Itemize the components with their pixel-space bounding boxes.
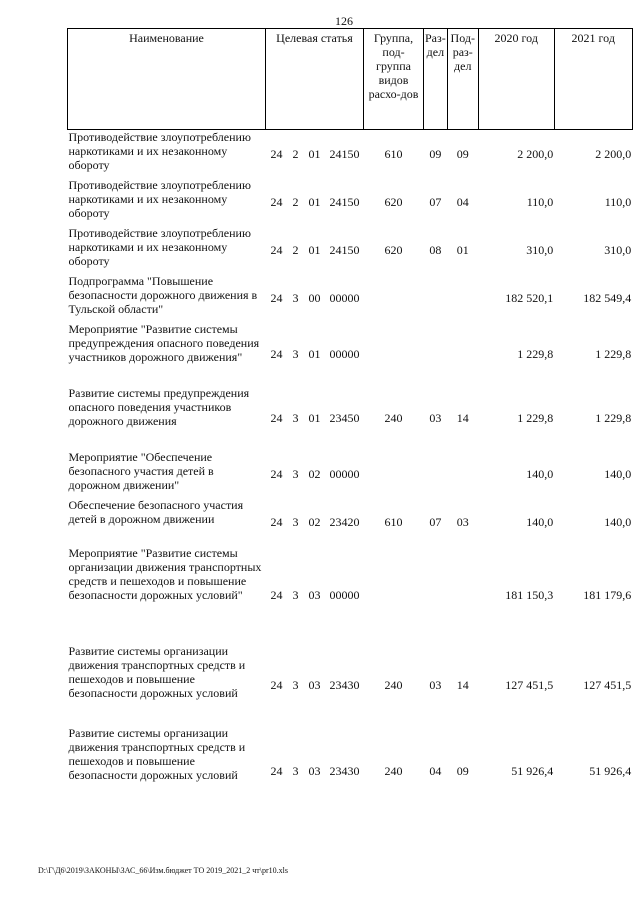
cell-y2020: 2 200,0 xyxy=(517,146,554,161)
cell-y2021: 140,0 xyxy=(604,514,632,529)
cell-y2020: 127 451,5 xyxy=(505,677,554,692)
cell-c1: 24 xyxy=(270,242,283,257)
cell-group: 240 xyxy=(384,677,403,692)
cell-c4: 24150 xyxy=(329,146,360,161)
cell-section: 04 xyxy=(429,763,442,778)
cell-y2021: 110,0 xyxy=(604,194,632,209)
budget-table xyxy=(67,28,633,816)
cell-name: Противодействие злоупотреблению наркотиками и их незаконному обороту xyxy=(68,130,251,172)
cell-c1: 24 xyxy=(270,346,283,361)
cell-c1: 24 xyxy=(270,466,283,481)
cell-y2020: 140,0 xyxy=(526,466,554,481)
header-2021: 2021 год xyxy=(554,29,632,130)
cell-c2: 3 xyxy=(292,410,299,425)
cell-name: Развитие системы организации движения транспортных средств и пешеходов и повышение безопасности дорожных условий xyxy=(68,725,246,782)
cell-c1: 24 xyxy=(270,514,283,529)
cell-y2021: 2 200,0 xyxy=(595,146,632,161)
cell-name: Мероприятие "Развитие системы предупреждения опасного поведения участников дорожного движения" xyxy=(68,321,260,364)
cell-c4: 23420 xyxy=(329,514,360,529)
cell-y2021: 140,0 xyxy=(604,466,632,481)
cell-c3: 03 xyxy=(308,677,321,692)
cell-y2021: 127 451,5 xyxy=(583,677,632,692)
cell-group xyxy=(364,450,424,498)
cell-name: Мероприятие "Обеспечение безопасного участия детей в дорожном движении" xyxy=(68,449,214,492)
cell-group: 610 xyxy=(384,514,403,529)
cell-y2020: 1 229,8 xyxy=(517,346,554,361)
cell-c1: 24 xyxy=(270,146,283,161)
cell-c3: 01 xyxy=(308,410,321,425)
table-row xyxy=(68,644,633,726)
table-row xyxy=(68,178,633,226)
cell-group: 240 xyxy=(384,763,403,778)
file-path-footer: D:\Г\Д6\2019\ЗАКОНЫ\ЗАС_66\Изм.бюджет ТО 2019_2021_2 чт\pr10.xls xyxy=(38,866,288,875)
cell-subsection xyxy=(447,322,478,386)
cell-c1: 24 xyxy=(270,290,283,305)
cell-c3: 00 xyxy=(308,290,321,305)
cell-c3: 02 xyxy=(308,514,321,529)
cell-section: 08 xyxy=(429,242,442,257)
cell-group xyxy=(364,322,424,386)
table-row xyxy=(68,130,633,178)
cell-y2020: 140,0 xyxy=(526,514,554,529)
cell-c2: 3 xyxy=(292,763,299,778)
cell-section: 09 xyxy=(429,146,442,161)
cell-c4: 00000 xyxy=(329,466,360,481)
cell-y2020: 1 229,8 xyxy=(517,410,554,425)
cell-section xyxy=(424,274,448,322)
cell-group xyxy=(364,546,424,644)
cell-c1: 24 xyxy=(270,194,283,209)
cell-c3: 01 xyxy=(308,346,321,361)
cell-c2: 3 xyxy=(292,514,299,529)
page-number: 126 xyxy=(335,14,353,28)
cell-y2020: 310,0 xyxy=(526,242,554,257)
header-group: Группа, под-группа видов расхо-дов xyxy=(364,29,424,130)
cell-c2: 3 xyxy=(292,346,299,361)
header-target: Целевая статья xyxy=(266,29,364,130)
cell-group: 240 xyxy=(384,410,403,425)
cell-group xyxy=(364,274,424,322)
header-row xyxy=(68,29,633,130)
cell-c2: 3 xyxy=(292,587,299,602)
cell-c1: 24 xyxy=(270,677,283,692)
cell-c2: 3 xyxy=(292,290,299,305)
cell-name: Противодействие злоупотреблению наркотиками и их незаконному обороту xyxy=(68,177,251,220)
cell-c2: 3 xyxy=(292,466,299,481)
table-row xyxy=(68,450,633,498)
cell-name: Развитие системы организации движения транспортных средств и пешеходов и повышение безопасности дорожных условий xyxy=(68,643,246,700)
cell-name: Мероприятие "Развитие системы организации движения транспортных средств и пешеходов и повышение безопасности дорожных условий" xyxy=(68,545,262,602)
cell-y2021: 1 229,8 xyxy=(595,346,632,361)
cell-c4: 24150 xyxy=(329,242,360,257)
cell-section xyxy=(424,546,448,644)
cell-y2020: 51 926,4 xyxy=(511,763,554,778)
cell-group: 610 xyxy=(384,146,403,161)
cell-y2021: 310,0 xyxy=(604,242,632,257)
table-row xyxy=(68,386,633,450)
cell-section xyxy=(424,322,448,386)
cell-y2020: 181 150,3 xyxy=(505,587,554,602)
cell-y2021: 182 549,4 xyxy=(583,290,632,305)
table-row xyxy=(68,226,633,274)
cell-name: Развитие системы предупреждения опасного поведения участников дорожного движения xyxy=(68,385,250,428)
table-row xyxy=(68,322,633,386)
table-row xyxy=(68,274,633,322)
cell-subsection: 14 xyxy=(456,410,469,425)
cell-subsection: 14 xyxy=(456,677,469,692)
cell-subsection xyxy=(447,274,478,322)
cell-c4: 00000 xyxy=(329,290,360,305)
cell-y2021: 51 926,4 xyxy=(589,763,632,778)
header-2020: 2020 год xyxy=(478,29,554,130)
cell-c3: 01 xyxy=(308,242,321,257)
cell-subsection: 03 xyxy=(456,514,469,529)
cell-c2: 3 xyxy=(292,677,299,692)
cell-y2020: 110,0 xyxy=(526,194,554,209)
cell-subsection xyxy=(447,546,478,644)
header-subsection: Под-раз-дел xyxy=(447,29,478,130)
table-row xyxy=(68,546,633,644)
cell-y2021: 181 179,6 xyxy=(583,587,632,602)
cell-name: Обеспечение безопасного участия детей в дорожном движении xyxy=(68,497,244,526)
cell-c1: 24 xyxy=(270,763,283,778)
cell-group: 620 xyxy=(384,242,403,257)
cell-group: 620 xyxy=(384,194,403,209)
cell-y2020: 182 520,1 xyxy=(505,290,554,305)
cell-c4: 00000 xyxy=(329,587,360,602)
cell-c3: 02 xyxy=(308,466,321,481)
cell-section: 07 xyxy=(429,194,442,209)
cell-subsection: 09 xyxy=(456,763,469,778)
cell-name: Противодействие злоупотреблению наркотиками и их незаконному обороту xyxy=(68,225,251,268)
cell-section: 07 xyxy=(429,514,442,529)
cell-section: 03 xyxy=(429,677,442,692)
cell-c3: 03 xyxy=(308,763,321,778)
cell-c4: 23430 xyxy=(329,677,360,692)
cell-c2: 2 xyxy=(292,242,299,257)
cell-section: 03 xyxy=(429,410,442,425)
cell-subsection: 09 xyxy=(456,146,469,161)
cell-c1: 24 xyxy=(270,587,283,602)
cell-c3: 01 xyxy=(308,194,321,209)
cell-subsection xyxy=(447,450,478,498)
table-row xyxy=(68,726,633,816)
cell-c3: 03 xyxy=(308,587,321,602)
cell-subsection: 01 xyxy=(456,242,469,257)
cell-c4: 00000 xyxy=(329,346,360,361)
header-section: Раз-дел xyxy=(424,29,448,130)
cell-c3: 01 xyxy=(308,146,321,161)
cell-c4: 23450 xyxy=(329,410,360,425)
cell-section xyxy=(424,450,448,498)
cell-c1: 24 xyxy=(270,410,283,425)
table-row xyxy=(68,498,633,546)
cell-c2: 2 xyxy=(292,146,299,161)
header-name: Наименование xyxy=(68,29,266,130)
cell-subsection: 04 xyxy=(456,194,469,209)
cell-c2: 2 xyxy=(292,194,299,209)
cell-name: Подпрограмма "Повышение безопасности дорожного движения в Тульской области" xyxy=(68,273,258,316)
cell-c4: 23430 xyxy=(329,763,360,778)
cell-y2021: 1 229,8 xyxy=(595,410,632,425)
cell-c4: 24150 xyxy=(329,194,360,209)
